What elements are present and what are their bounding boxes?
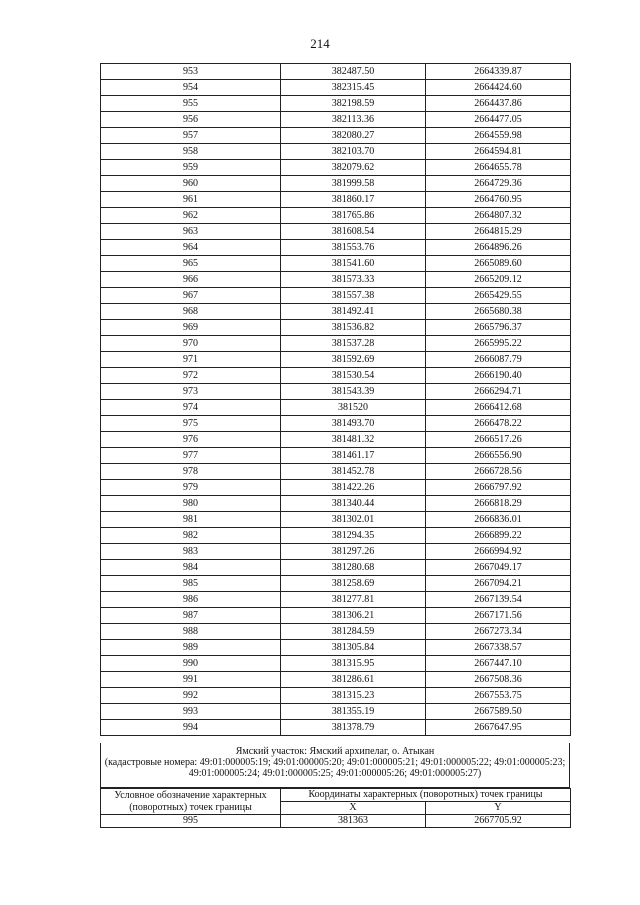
section-caption xyxy=(100,743,570,788)
y-coordinate-cell: 2664424.60 xyxy=(426,80,571,96)
table-row xyxy=(101,624,571,640)
point-number-cell: 982 xyxy=(101,528,281,544)
point-number-cell: 988 xyxy=(101,624,281,640)
y-coordinate-cell: 2666899.22 xyxy=(426,528,571,544)
x-coordinate-cell: 381315.95 xyxy=(281,656,426,672)
y-coordinate-cell: 2666517.26 xyxy=(426,432,571,448)
table-row xyxy=(101,176,571,192)
x-coordinate-cell: 381530.54 xyxy=(281,368,426,384)
table-row xyxy=(101,448,571,464)
y-coordinate-cell: 2665209.12 xyxy=(426,272,571,288)
table-row xyxy=(101,720,571,736)
section-header-table xyxy=(100,788,571,828)
table-row xyxy=(101,192,571,208)
point-number-cell: 973 xyxy=(101,384,281,400)
y-coordinate-cell: 2667508.36 xyxy=(426,672,571,688)
table-row xyxy=(101,80,571,96)
point-number-cell: 969 xyxy=(101,320,281,336)
x-coordinate-cell: 381305.84 xyxy=(281,640,426,656)
table-row xyxy=(101,592,571,608)
y-coordinate-cell: 2666836.01 xyxy=(426,512,571,528)
section-title: Ямский участок: Ямский архипелаг, о. Атыкан xyxy=(235,746,435,757)
y-coordinate-cell: 2666294.71 xyxy=(426,384,571,400)
y-coordinate-cell: 2667273.34 xyxy=(426,624,571,640)
table-row xyxy=(101,160,571,176)
x-coordinate-cell: 381294.35 xyxy=(281,528,426,544)
cadastral-numbers-line-2: 49:01:000005:24; 49:01:000005:25; 49:01:000005:26; 49:01:000005:27) xyxy=(188,768,482,779)
table-row xyxy=(101,544,571,560)
y-coordinate-cell: 2664594.81 xyxy=(426,144,571,160)
y-coordinate-cell: 2666818.29 xyxy=(426,496,571,512)
table-row xyxy=(101,416,571,432)
y-coordinate-cell: 2667049.17 xyxy=(426,560,571,576)
y-coordinate-cell: 2666087.79 xyxy=(426,352,571,368)
x-coordinate-cell: 381378.79 xyxy=(281,720,426,736)
x-coordinate-cell: 381999.58 xyxy=(281,176,426,192)
y-coordinate-cell: 2665995.22 xyxy=(426,336,571,352)
y-coordinate-cell: 2665796.37 xyxy=(426,320,571,336)
x-coordinate-cell: 381481.32 xyxy=(281,432,426,448)
x-coordinate-cell: 381608.54 xyxy=(281,224,426,240)
y-coordinate-cell: 2664760.95 xyxy=(426,192,571,208)
coordinates-table xyxy=(100,63,571,736)
point-number-cell: 953 xyxy=(101,64,281,80)
table-row xyxy=(101,128,571,144)
point-number-cell: 984 xyxy=(101,560,281,576)
coords-label-header: Координаты характерных (поворотных) точек границы xyxy=(281,789,571,802)
point-number-cell: 966 xyxy=(101,272,281,288)
point-number-cell: 994 xyxy=(101,720,281,736)
table-row xyxy=(101,256,571,272)
point-label-header: Условное обозначение характерных (поворотных) точек границы xyxy=(101,789,281,815)
x-coordinate-cell: 381258.69 xyxy=(281,576,426,592)
table-row xyxy=(101,64,571,80)
table-row xyxy=(101,576,571,592)
x-coordinate-cell: 381452.78 xyxy=(281,464,426,480)
point-number-cell: 974 xyxy=(101,400,281,416)
point-number-cell: 967 xyxy=(101,288,281,304)
table-row xyxy=(101,224,571,240)
x-coordinate-cell: 381765.86 xyxy=(281,208,426,224)
y-coordinate-cell: 2666478.22 xyxy=(426,416,571,432)
point-number-cell: 992 xyxy=(101,688,281,704)
x-coordinate-cell: 381592.69 xyxy=(281,352,426,368)
point-number-cell: 958 xyxy=(101,144,281,160)
table-row xyxy=(101,496,571,512)
point-number-cell: 972 xyxy=(101,368,281,384)
x-coordinate-cell: 381493.70 xyxy=(281,416,426,432)
y-coordinate-cell: 2665429.55 xyxy=(426,288,571,304)
x-coordinate-cell: 382079.62 xyxy=(281,160,426,176)
point-number-cell: 977 xyxy=(101,448,281,464)
y-coordinate-cell: 2664559.98 xyxy=(426,128,571,144)
table-row xyxy=(101,272,571,288)
page-number: 214 xyxy=(310,36,330,51)
table-row xyxy=(101,304,571,320)
y-coordinate-cell: 2667171.56 xyxy=(426,608,571,624)
x-coordinate-cell: 381302.01 xyxy=(281,512,426,528)
y-coordinate-cell: 2666556.90 xyxy=(426,448,571,464)
y-coordinate-cell: 2664729.36 xyxy=(426,176,571,192)
table-row xyxy=(101,96,571,112)
point-number-cell: 979 xyxy=(101,480,281,496)
point-number-cell: 980 xyxy=(101,496,281,512)
y-coordinate-cell: 2664807.32 xyxy=(426,208,571,224)
y-coordinate-cell: 2664477.05 xyxy=(426,112,571,128)
x-coordinate-cell: 382315.45 xyxy=(281,80,426,96)
point-number-cell: 964 xyxy=(101,240,281,256)
x-coordinate-cell: 381860.17 xyxy=(281,192,426,208)
point-number-cell: 963 xyxy=(101,224,281,240)
point-number-cell: 990 xyxy=(101,656,281,672)
point-number-cell: 968 xyxy=(101,304,281,320)
x-coordinate-cell: 381340.44 xyxy=(281,496,426,512)
y-coordinate-cell: 2664815.29 xyxy=(426,224,571,240)
x-coordinate-cell: 381284.59 xyxy=(281,624,426,640)
y-coordinate-cell: 2664655.78 xyxy=(426,160,571,176)
cadastral-numbers-line-1: (кадастровые номера: 49:01:000005:19; 49:01:000005:20; 49:01:000005:21; 49:01:000005:22; 49:01:000005:23; xyxy=(104,757,566,768)
table-row xyxy=(101,704,571,720)
y-coordinate-cell: 2666994.92 xyxy=(426,544,571,560)
y-coordinate-cell: 2665680.38 xyxy=(426,304,571,320)
table-row xyxy=(101,352,571,368)
point-number-cell: 983 xyxy=(101,544,281,560)
y-coordinate-cell: 2667553.75 xyxy=(426,688,571,704)
x-coordinate-cell: 382198.59 xyxy=(281,96,426,112)
x-coordinate-cell: 381536.82 xyxy=(281,320,426,336)
point-number-cell: 993 xyxy=(101,704,281,720)
y-coordinate-cell: 2667647.95 xyxy=(426,720,571,736)
y-coordinate-cell: 2666797.92 xyxy=(426,480,571,496)
x-coordinate-cell: 381315.23 xyxy=(281,688,426,704)
y-coordinate-cell: 2664339.87 xyxy=(426,64,571,80)
point-number-cell: 985 xyxy=(101,576,281,592)
x-coordinate-cell: 382487.50 xyxy=(281,64,426,80)
x-coordinate-cell: 382103.70 xyxy=(281,144,426,160)
point-number-cell: 960 xyxy=(101,176,281,192)
x-coordinate-cell: 381355.19 xyxy=(281,704,426,720)
point-number-cell: 987 xyxy=(101,608,281,624)
point-number-cell: 971 xyxy=(101,352,281,368)
point-number-cell: 975 xyxy=(101,416,281,432)
x-coordinate-cell: 381553.76 xyxy=(281,240,426,256)
x-coordinate-cell: 381306.21 xyxy=(281,608,426,624)
y-coordinate-cell: 2667338.57 xyxy=(426,640,571,656)
y-coordinate-cell: 2664896.26 xyxy=(426,240,571,256)
table-row xyxy=(101,464,571,480)
table-row xyxy=(101,336,571,352)
table-row xyxy=(101,672,571,688)
y-coordinate-cell: 2667447.10 xyxy=(426,656,571,672)
table-row xyxy=(101,656,571,672)
point-number-cell: 986 xyxy=(101,592,281,608)
table-row xyxy=(101,368,571,384)
table-row xyxy=(101,432,571,448)
x-coordinate-cell: 381277.81 xyxy=(281,592,426,608)
point-number-cell: 976 xyxy=(101,432,281,448)
table-row xyxy=(101,688,571,704)
table-row xyxy=(101,815,571,828)
x-coordinate-cell: 381537.28 xyxy=(281,336,426,352)
table-row xyxy=(101,608,571,624)
point-number-cell: 961 xyxy=(101,192,281,208)
y-axis-header: Y xyxy=(426,802,571,815)
x-axis-header: X xyxy=(281,802,426,815)
y-coordinate-cell: 2667094.21 xyxy=(426,576,571,592)
x-coordinate-cell: 381492.41 xyxy=(281,304,426,320)
x-coordinate-cell: 381280.68 xyxy=(281,560,426,576)
table-row xyxy=(101,384,571,400)
point-number-cell: 959 xyxy=(101,160,281,176)
table-row xyxy=(101,320,571,336)
x-coordinate-cell: 381297.26 xyxy=(281,544,426,560)
x-coordinate-cell: 381422.26 xyxy=(281,480,426,496)
point-number-cell: 995 xyxy=(101,815,281,828)
table-row xyxy=(101,512,571,528)
x-coordinate-cell: 381543.39 xyxy=(281,384,426,400)
x-coordinate-cell: 382113.36 xyxy=(281,112,426,128)
y-coordinate-cell: 2664437.86 xyxy=(426,96,571,112)
table-row xyxy=(101,240,571,256)
x-coordinate-cell: 381573.33 xyxy=(281,272,426,288)
point-number-cell: 957 xyxy=(101,128,281,144)
table-row xyxy=(101,144,571,160)
x-coordinate-cell: 381520 xyxy=(281,400,426,416)
table-row xyxy=(101,560,571,576)
y-coordinate-cell: 2665089.60 xyxy=(426,256,571,272)
table-row xyxy=(101,208,571,224)
y-coordinate-cell: 2667589.50 xyxy=(426,704,571,720)
point-number-cell: 954 xyxy=(101,80,281,96)
x-coordinate-cell: 381461.17 xyxy=(281,448,426,464)
point-number-cell: 962 xyxy=(101,208,281,224)
table-row xyxy=(101,480,571,496)
y-coordinate-cell: 2667139.54 xyxy=(426,592,571,608)
y-coordinate-cell: 2666190.40 xyxy=(426,368,571,384)
table-row xyxy=(101,640,571,656)
y-coordinate-cell: 2666728.56 xyxy=(426,464,571,480)
y-coordinate-cell: 2667705.92 xyxy=(426,815,571,828)
point-number-cell: 970 xyxy=(101,336,281,352)
table-row xyxy=(101,112,571,128)
point-number-cell: 956 xyxy=(101,112,281,128)
x-coordinate-cell: 381541.60 xyxy=(281,256,426,272)
table-row xyxy=(101,400,571,416)
table-row xyxy=(101,288,571,304)
x-coordinate-cell: 381363 xyxy=(281,815,426,828)
point-number-cell: 978 xyxy=(101,464,281,480)
x-coordinate-cell: 381286.61 xyxy=(281,672,426,688)
point-number-cell: 981 xyxy=(101,512,281,528)
x-coordinate-cell: 382080.27 xyxy=(281,128,426,144)
point-number-cell: 965 xyxy=(101,256,281,272)
point-number-cell: 989 xyxy=(101,640,281,656)
y-coordinate-cell: 2666412.68 xyxy=(426,400,571,416)
point-number-cell: 955 xyxy=(101,96,281,112)
point-number-cell: 991 xyxy=(101,672,281,688)
x-coordinate-cell: 381557.38 xyxy=(281,288,426,304)
table-row xyxy=(101,528,571,544)
